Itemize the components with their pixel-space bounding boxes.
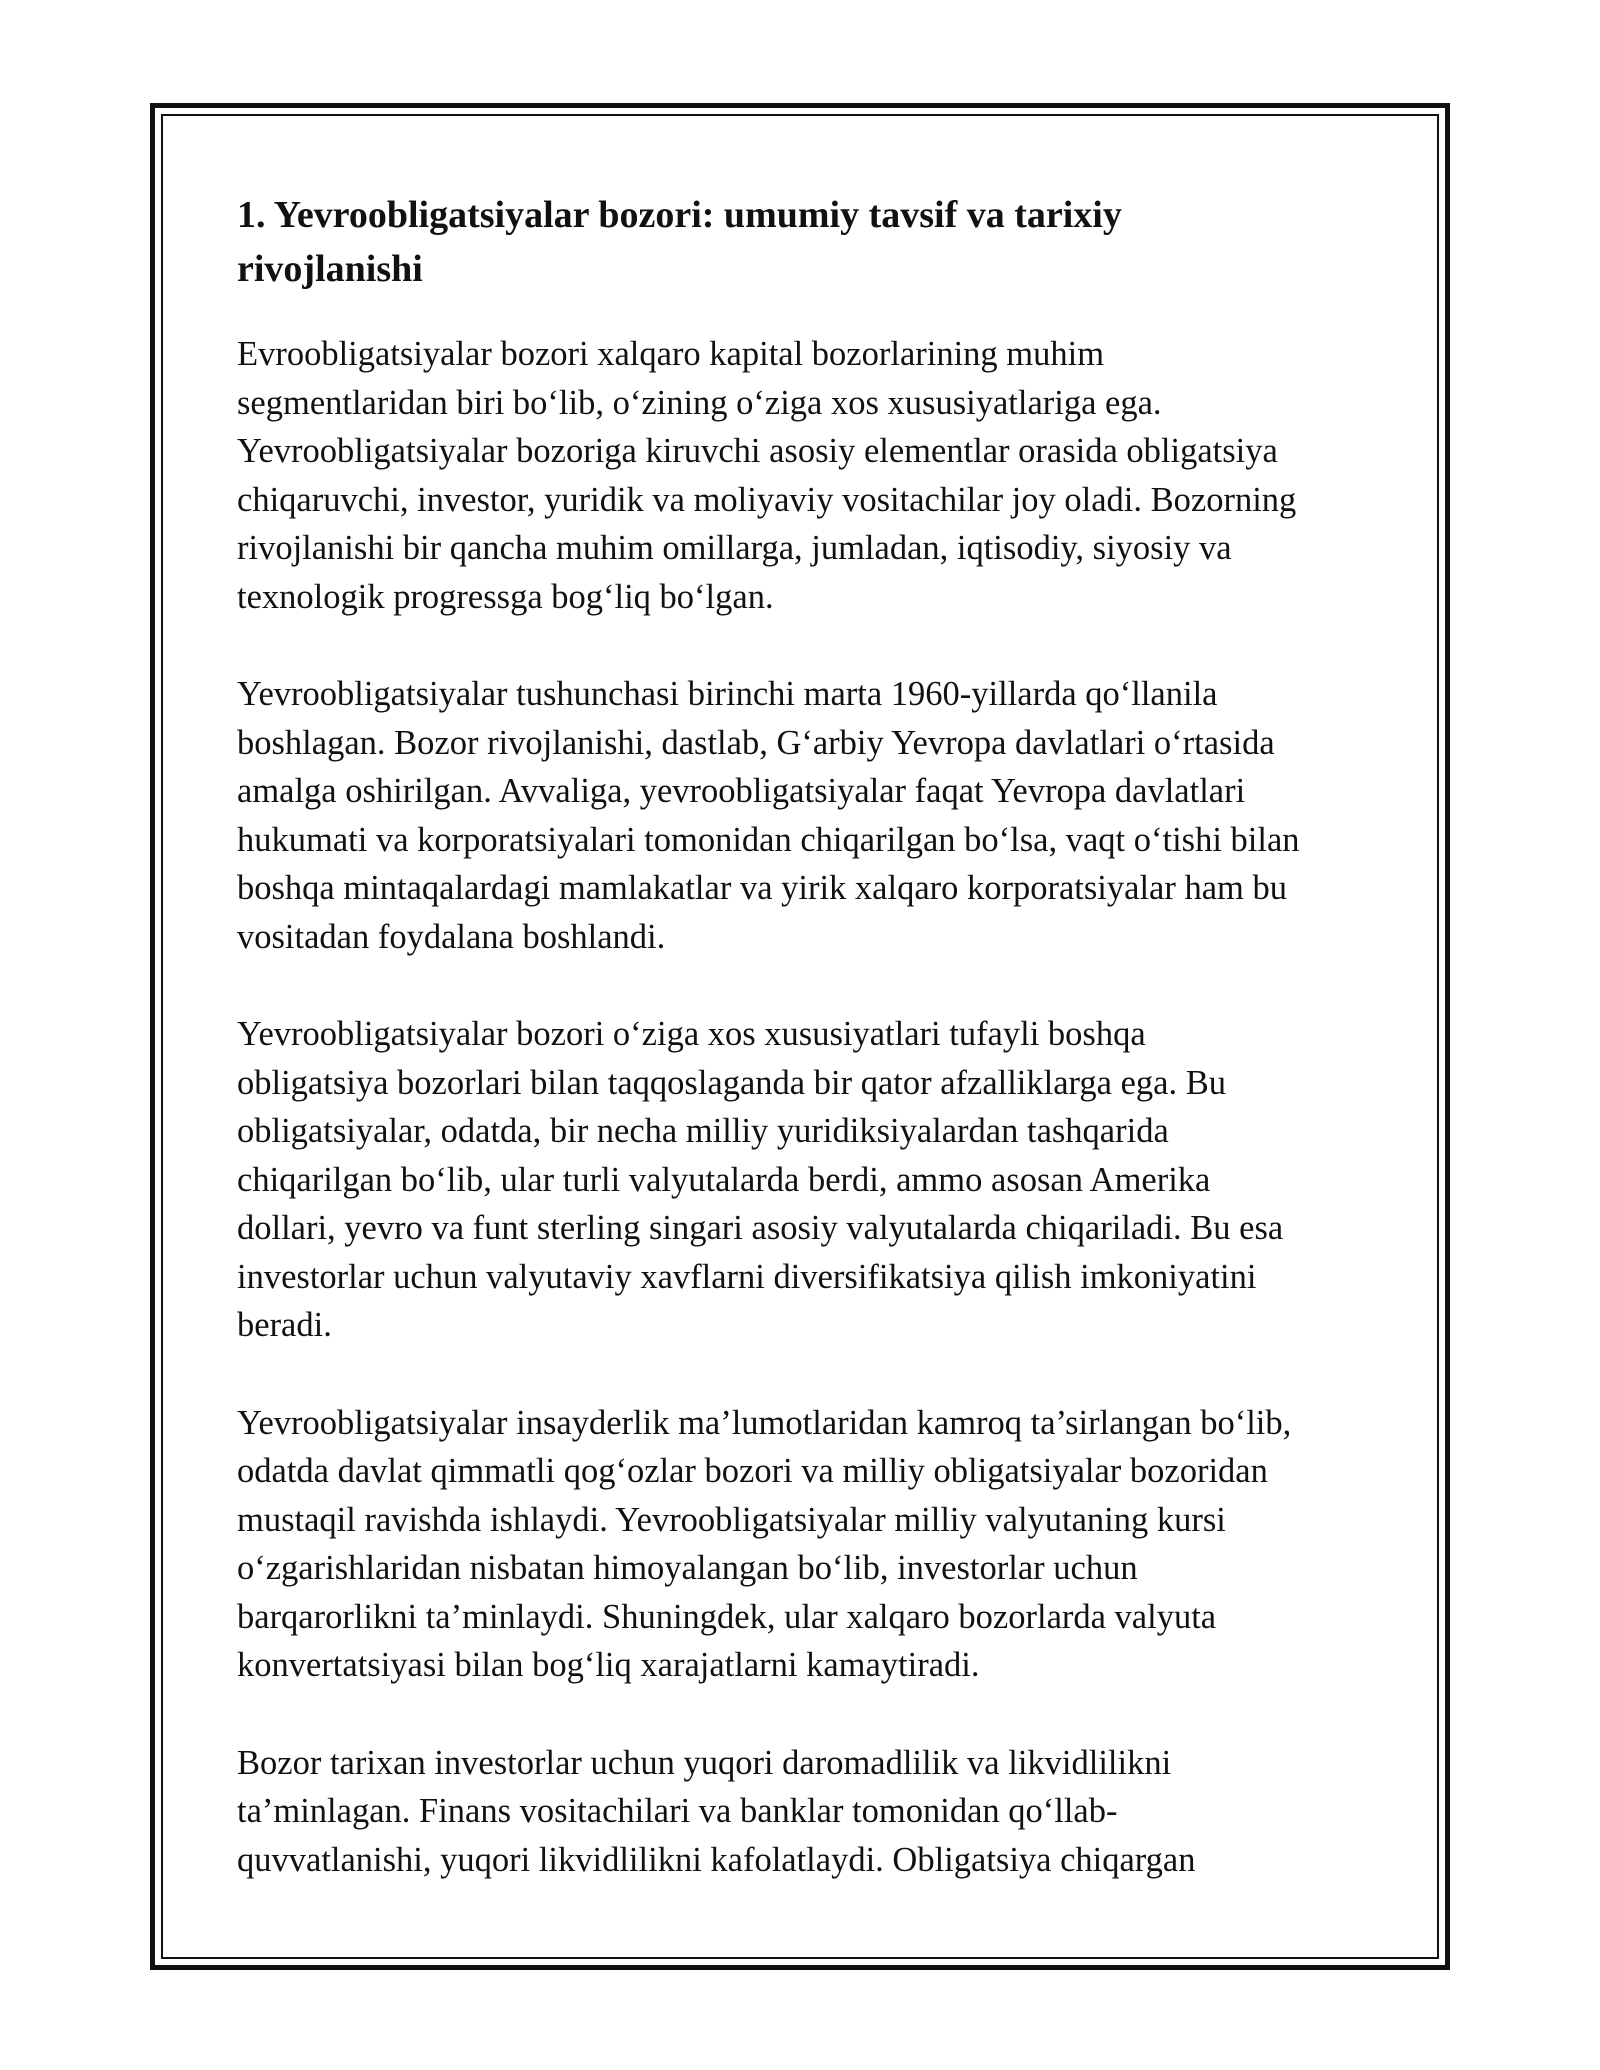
text-line: rivojlanishi bir qancha muhim omillarga, jumladan, iqtisodiy, siyosiy va	[237, 529, 1232, 567]
text-line: chiqaruvchi, investor, yuridik va moliyaviy vositachilar joy oladi. Bozorning	[237, 480, 1297, 519]
title-line: 1. Yevroobligatsiyalar bozori: umumiy tavsif va tarixiy	[237, 194, 1122, 236]
text-line: obligatsiya bozorlari bilan taqqoslaganda bir qator afzalliklarga ega. Bu	[237, 1063, 1226, 1102]
text-line: vositadan foydalana boshlandi.	[237, 917, 666, 956]
paragraph-3	[237, 1010, 1387, 1350]
text-line: dollari, yevro va funt sterling singari asosiy valyutalarda chiqariladi. Bu esa	[237, 1209, 1284, 1247]
text-line: konvertatsiyasi bilan bog‘liq xarajatlarni kamaytiradi.	[237, 1646, 980, 1684]
text-line: obligatsiyalar, odatda, bir necha milliy yuridiksiyalardan tashqarida	[237, 1112, 1169, 1150]
text-line: Bozor tarixan investorlar uchun yuqori daromadlilik va likvidlilikni	[237, 1743, 1172, 1782]
text-line: ta’minlagan. Finans vositachilari va banklar tomonidan qo‘llab-	[237, 1792, 1118, 1830]
document-body	[237, 188, 1387, 1933]
text-line: Yevroobligatsiyalar bozoriga kiruvchi asosiy elementlar orasida obligatsiya	[237, 432, 1278, 470]
paragraph-2	[237, 670, 1387, 961]
text-line: mustaqil ravishda ishlaydi. Yevroobligatsiyalar milliy valyutaning kursi	[237, 1500, 1226, 1539]
text-line: chiqarilgan bo‘lib, ular turli valyutalarda berdi, ammo asosan Amerika	[237, 1160, 1211, 1199]
text-line: o‘zgarishlaridan nisbatan himoyalangan bo‘lib, investorlar uchun	[237, 1549, 1138, 1587]
text-line: barqarorlikni ta’minlaydi. Shuningdek, ular xalqaro bozorlarda valyuta	[237, 1597, 1217, 1636]
text-line: Yevroobligatsiyalar bozori o‘ziga xos xususiyatlari tufayli boshqa	[237, 1015, 1146, 1053]
text-line: Yevroobligatsiyalar tushunchasi birinchi marta 1960-yillarda qo‘llanila	[237, 675, 1218, 713]
text-line: odatda davlat qimmatli qog‘ozlar bozori va milliy obligatsiyalar bozoridan	[237, 1452, 1268, 1490]
text-line: boshlagan. Bozor rivojlanishi, dastlab, G‘arbiy Yevropa davlatlari o‘rtasida	[237, 723, 1275, 762]
paragraph-5	[237, 1739, 1387, 1885]
text-line: boshqa mintaqalardagi mamlakatlar va yirik xalqaro korporatsiyalar ham bu	[237, 869, 1287, 907]
section-title	[237, 188, 1387, 296]
text-line: Yevroobligatsiyalar insayderlik ma’lumotlaridan kamroq ta’sirlangan bo‘lib,	[237, 1403, 1292, 1442]
text-line: hukumati va korporatsiyalari tomonidan chiqarilgan bo‘lsa, vaqt o‘tishi bilan	[237, 820, 1300, 859]
title-line: rivojlanishi	[237, 248, 423, 290]
text-line: texnologik progressga bog‘liq bo‘lgan.	[237, 577, 774, 616]
text-line: segmentlaridan biri bo‘lib, o‘zining o‘ziga xos xususiyatlariga ega.	[237, 383, 1162, 422]
paragraph-1	[237, 330, 1387, 621]
text-line: investorlar uchun valyutaviy xavflarni diversifikatsiya qilish imkoniyatini	[237, 1257, 1257, 1296]
text-line: beradi.	[237, 1306, 332, 1344]
paragraph-4	[237, 1399, 1387, 1690]
text-line: quvvatlanishi, yuqori likvidlilikni kafolatlaydi. Obligatsiya chiqargan	[237, 1840, 1196, 1879]
text-line: Evroobligatsiyalar bozori xalqaro kapital bozorlarining muhim	[237, 335, 1105, 373]
text-line: amalga oshirilgan. Avvaliga, yevroobligatsiyalar faqat Yevropa davlatlari	[237, 772, 1246, 810]
